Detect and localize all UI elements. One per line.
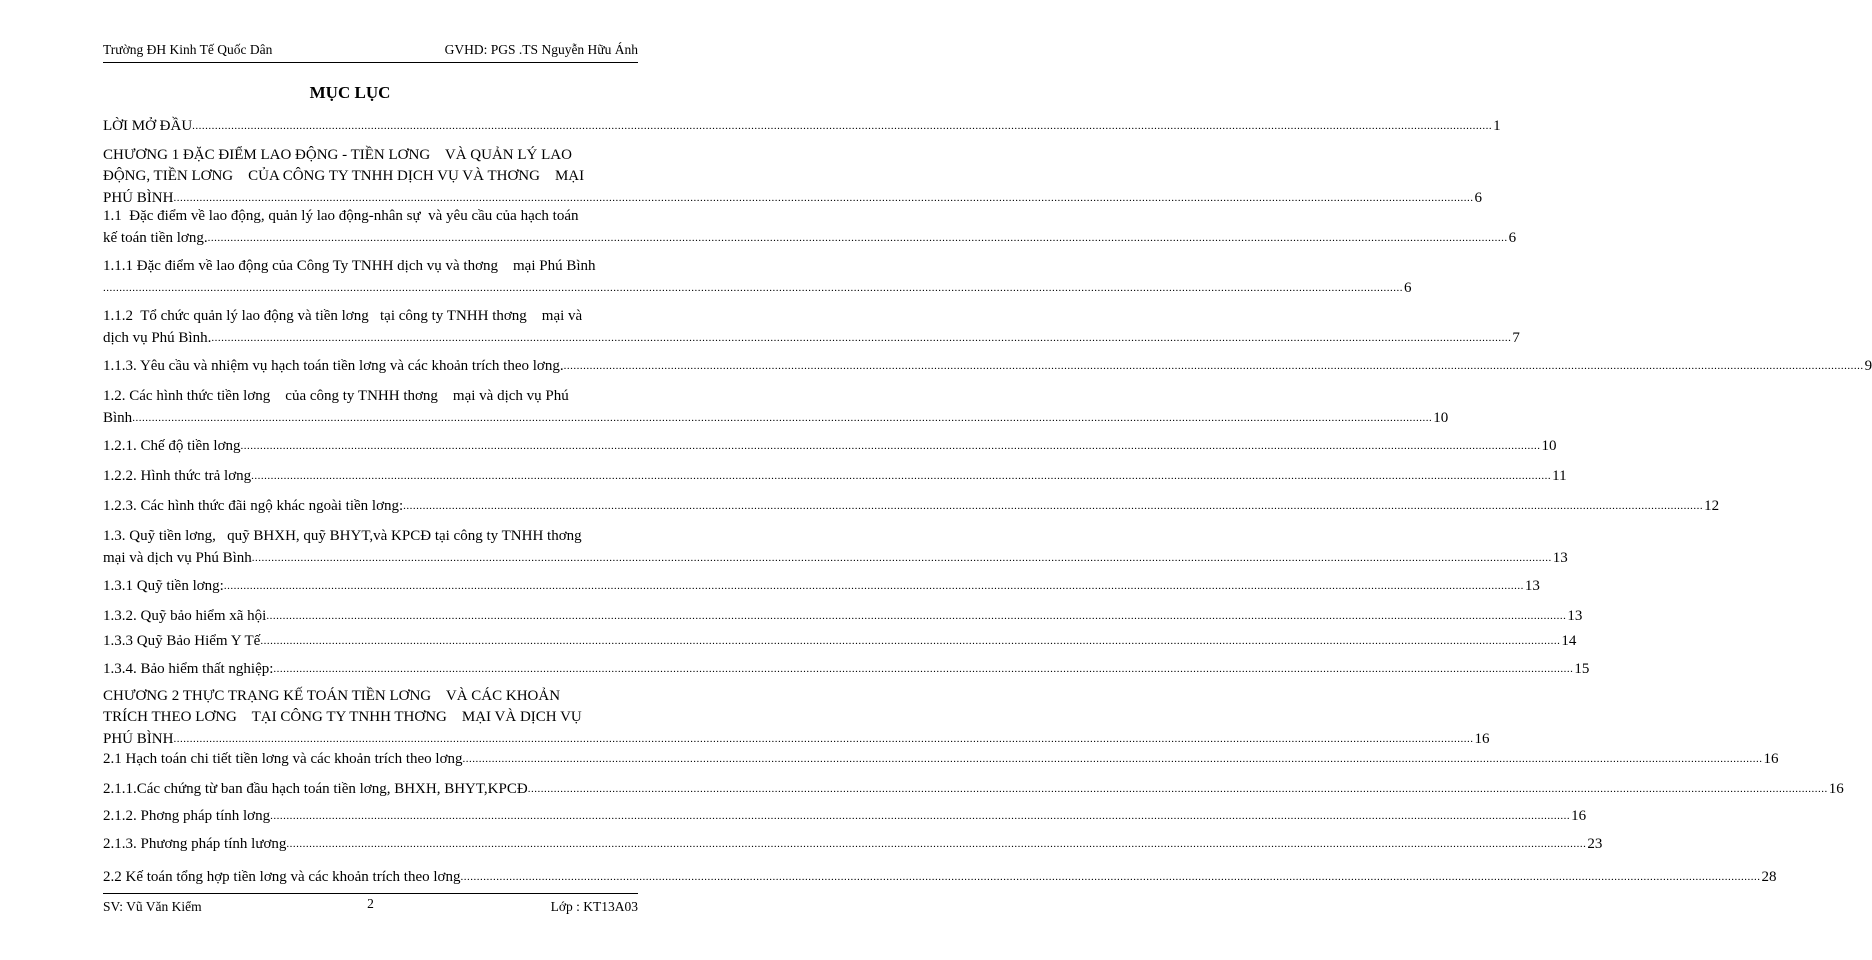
toc-entry-title: 1.1.3. Yêu cầu và nhiệm vụ hạch toán tiền lơng và các khoản trích theo lơng. — [103, 358, 564, 374]
toc-dot-leader: ................................................................................................................................................................................................................................................................................................................................................................................................................ — [563, 360, 1864, 372]
toc-page-number: 16 — [1571, 808, 1587, 824]
toc-entry[interactable] — [103, 833, 1603, 855]
toc-entry-title: 1.2.3. Các hình thức đãi ngộ khác ngoài tiền lơng: — [103, 498, 404, 514]
toc-page-number: 10 — [1433, 410, 1449, 426]
toc-dot-leader: ................................................................................................................................................................................................................................................................................................................................................................................................................ — [207, 232, 1508, 244]
toc-dot-leader: ................................................................................................................................................................................................................................................................................................................................................................................................................ — [270, 810, 1571, 822]
toc-dot-leader: ................................................................................................................................................................................................................................................................................................................................................................................................................ — [460, 871, 1761, 883]
toc-entry[interactable] — [103, 495, 1720, 517]
toc-entry-title: 1.3.2. Quỹ bảo hiểm xã hội — [103, 608, 267, 624]
page-number: 2 — [367, 896, 374, 911]
toc-entry-title: mại và dịch vụ Phú Bình — [103, 550, 252, 566]
toc-page-number: 7 — [1512, 330, 1520, 346]
toc-dot-leader: ................................................................................................................................................................................................................................................................................................................................................................................................................ — [266, 610, 1567, 622]
toc-page-number: 15 — [1574, 661, 1590, 677]
header-school: Trường ĐH Kinh Tế Quốc Dân — [103, 42, 273, 57]
toc-page-number: 11 — [1552, 468, 1567, 484]
toc-entry[interactable] — [103, 435, 1557, 457]
toc-page-number: 16 — [1828, 781, 1844, 797]
toc-page-number: 10 — [1541, 438, 1557, 454]
toc-entry-title: 1.2.2. Hình thức trả lơng — [103, 468, 252, 484]
toc-page-number: 1 — [1493, 118, 1501, 134]
toc-entry-title: dịch vụ Phú Bình. — [103, 330, 212, 346]
toc-dot-leader: ................................................................................................................................................................................................................................................................................................................................................................................................................ — [403, 500, 1704, 512]
toc-entry-title: 1.2.1. Chế độ tiền lơng — [103, 438, 241, 454]
toc-dot-leader: ................................................................................................................................................................................................................................................................................................................................................................................................................ — [527, 783, 1828, 795]
toc-entry-title: PHÚ BÌNH — [103, 190, 174, 206]
toc-entry-title: 2.2 Kế toán tổng hợp tiền lơng và các khoản trích theo lơng — [103, 869, 461, 885]
toc-dot-leader: ................................................................................................................................................................................................................................................................................................................................................................................................................ — [286, 838, 1587, 850]
toc-dot-leader: ................................................................................................................................................................................................................................................................................................................................................................................................................ — [192, 120, 1493, 132]
toc-entry-line: CHƯƠNG 1 ĐẶC ĐIỂM LAO ĐỘNG - TIỀN LƠNG VÀ QUẢN LÝ LAO — [103, 147, 572, 163]
page-title: MỤC LỤC — [309, 83, 391, 102]
toc-page-number: 13 — [1567, 608, 1583, 624]
toc-entry-title: Bình — [103, 410, 133, 426]
toc-entry[interactable] — [103, 805, 1587, 827]
toc-page-number: 12 — [1704, 498, 1720, 514]
toc-entry[interactable] — [103, 748, 1779, 770]
toc-dot-leader: ................................................................................................................................................................................................................................................................................................................................................................................................................ — [132, 412, 1433, 424]
toc-entry-line: TRÍCH THEO LƠNG TẠI CÔNG TY TNHH THƠNG MẠI VÀ DỊCH VỤ — [103, 709, 582, 725]
toc-entry-line: 1.1 Đặc điểm về lao động, quản lý lao động-nhân sự và yêu cầu của hạch toán — [103, 208, 579, 224]
toc-entry-title: 1.3.1 Quỹ tiền lơng: — [103, 578, 224, 594]
footer-student: SV: Vũ Văn Kiểm — [103, 899, 202, 914]
toc-entry-line: ĐỘNG, TIỀN LƠNG CỦA CÔNG TY TNHH DỊCH VỤ VÀ THƠNG MẠI — [103, 168, 585, 184]
toc-page-number: 9 — [1864, 358, 1872, 374]
footer-class: Lớp : KT13A03 — [550, 899, 638, 914]
page-footer — [103, 893, 638, 916]
toc-entry-title: 2.1.2. Phơng pháp tính lơng — [103, 808, 271, 824]
toc-entry[interactable] — [103, 255, 1412, 299]
toc-entry[interactable] — [103, 778, 1844, 800]
toc-entry-title: 1.3.4. Bảo hiểm thất nghiệp: — [103, 661, 274, 677]
toc-dot-leader: ................................................................................................................................................................................................................................................................................................................................................................................................................ — [103, 282, 1403, 294]
toc-entry[interactable] — [103, 115, 1501, 137]
toc-entry-title: PHÚ BÌNH — [103, 731, 174, 747]
toc-dot-leader: ................................................................................................................................................................................................................................................................................................................................................................................................................ — [223, 580, 1524, 592]
toc-entry-title: 2.1 Hạch toán chi tiết tiền lơng và các khoản trích theo lơng — [103, 751, 463, 767]
toc-entry[interactable] — [103, 658, 1590, 680]
toc-entry-line: 1.1.1 Đặc điểm về lao động của Công Ty TNHH dịch vụ và thơng mại Phú Bình — [103, 258, 596, 274]
toc-entry[interactable] — [103, 866, 1777, 888]
toc-page-number: 28 — [1761, 869, 1777, 885]
toc-entry-line: 1.1.2 Tổ chức quản lý lao động và tiền lơng tại công ty TNHH thơng mại và — [103, 308, 583, 324]
toc-entry[interactable] — [103, 575, 1540, 597]
toc-entry[interactable] — [103, 465, 1567, 487]
toc-dot-leader: ................................................................................................................................................................................................................................................................................................................................................................................................................ — [173, 733, 1474, 745]
header-advisor: GVHD: PGS .TS Nguyễn Hữu Ánh — [444, 42, 638, 57]
toc-page-number: 16 — [1763, 751, 1779, 767]
toc-entry-line: 1.2. Các hình thức tiền lơng của công ty TNHH thơng mại và dịch vụ Phú — [103, 388, 569, 404]
toc-entry[interactable] — [103, 686, 1490, 750]
toc-dot-leader: ................................................................................................................................................................................................................................................................................................................................................................................................................ — [260, 635, 1561, 647]
toc-dot-leader: ................................................................................................................................................................................................................................................................................................................................................................................................................ — [251, 470, 1552, 482]
toc-dot-leader: ................................................................................................................................................................................................................................................................................................................................................................................................................ — [273, 663, 1574, 675]
toc-page-number: 6 — [1508, 230, 1517, 246]
toc-entry-title: 1.3.3 Quỹ Bảo Hiểm Y Tế — [103, 633, 261, 649]
toc-entry[interactable] — [103, 305, 1520, 349]
toc-dot-leader: ................................................................................................................................................................................................................................................................................................................................................................................................................ — [173, 192, 1474, 204]
toc-dot-leader: ................................................................................................................................................................................................................................................................................................................................................................................................................ — [240, 440, 1541, 452]
toc-entry[interactable] — [103, 205, 1517, 249]
toc-entry[interactable] — [103, 145, 1482, 209]
toc-page-number: 14 — [1561, 633, 1577, 649]
toc-page-number: 23 — [1587, 836, 1603, 852]
toc-dot-leader: ................................................................................................................................................................................................................................................................................................................................................................................................................ — [251, 552, 1552, 564]
toc-dot-leader: ................................................................................................................................................................................................................................................................................................................................................................................................................ — [462, 753, 1763, 765]
toc-page-number: 13 — [1524, 578, 1540, 594]
toc-dot-leader: ................................................................................................................................................................................................................................................................................................................................................................................................................ — [211, 332, 1512, 344]
toc-entry-line: CHƯƠNG 2 THỰC TRẠNG KẾ TOÁN TIỀN LƠNG VÀ CÁC KHOẢN — [103, 688, 561, 704]
toc-entry[interactable] — [103, 630, 1577, 652]
toc-entry-title: 2.1.1.Các chứng từ ban đầu hạch toán tiền lơng, BHXH, BHYT,KPCĐ — [103, 781, 528, 797]
toc-page-number: 13 — [1552, 550, 1568, 566]
toc-entry[interactable] — [103, 605, 1583, 627]
toc-page-number: 6 — [1404, 280, 1412, 296]
toc-entry-title: kế toán tiền lơng. — [103, 230, 208, 246]
toc-entry[interactable] — [103, 355, 1872, 377]
toc-entry-line: 1.3. Quỹ tiền lơng, quỹ BHXH, quỹ BHYT,và KPCĐ tại công ty TNHH thơng — [103, 528, 582, 544]
toc-entry-title: LỜI MỞ ĐẦU — [103, 118, 193, 134]
toc-page-number: 16 — [1474, 731, 1490, 747]
toc-entry-title: 2.1.3. Phương pháp tính lương — [103, 836, 287, 852]
toc-entry[interactable] — [103, 385, 1449, 429]
page-header — [103, 42, 638, 63]
toc-entry[interactable] — [103, 525, 1568, 569]
toc-page-number: 6 — [1474, 190, 1482, 206]
